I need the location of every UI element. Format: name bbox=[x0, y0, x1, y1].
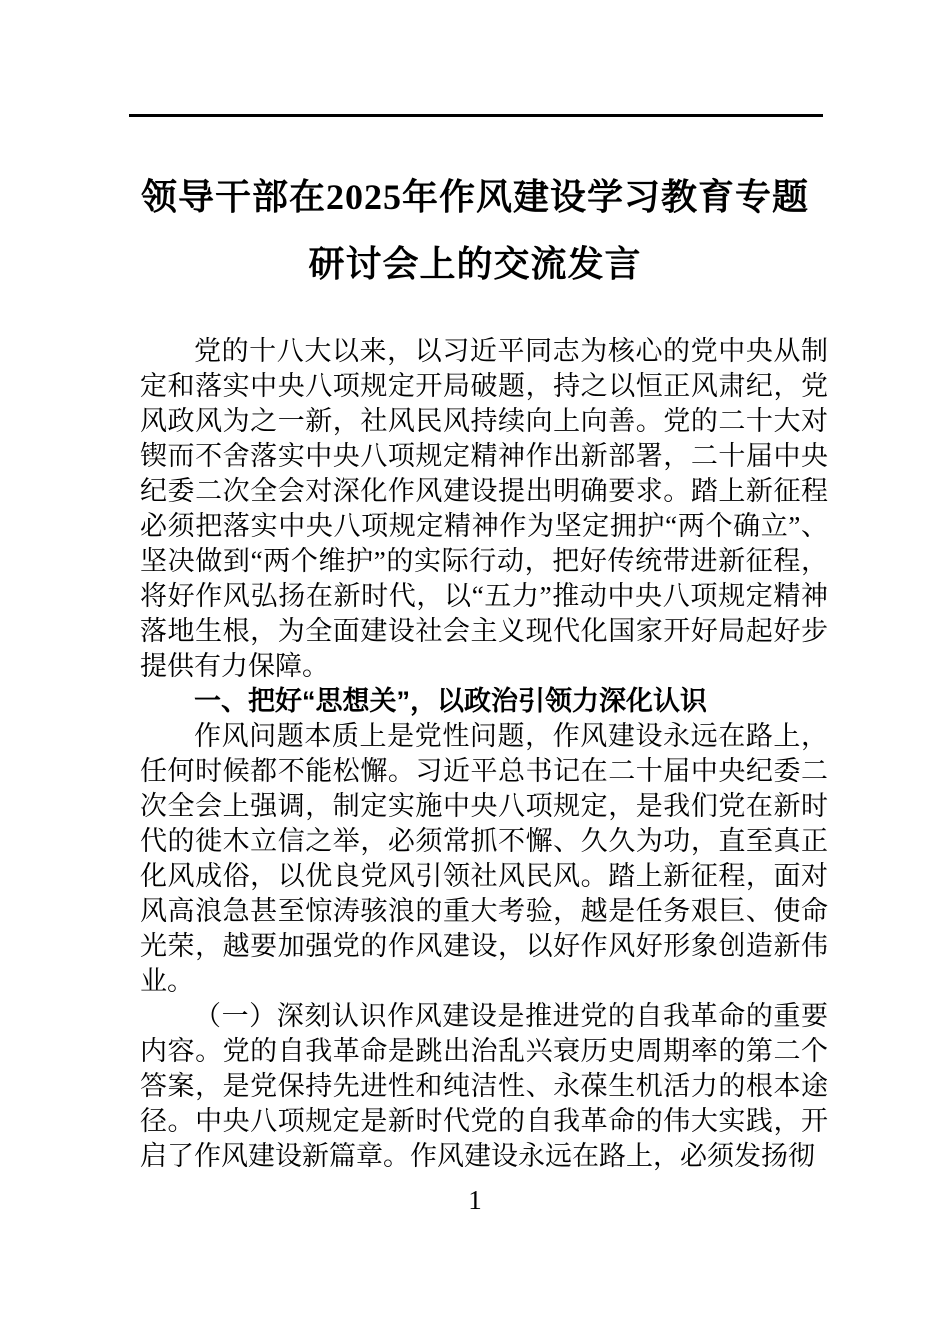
section-heading: 一、把好“思想关”，以政治引领力深化认识 bbox=[194, 686, 707, 716]
title-line-2: 研讨会上的交流发言 bbox=[308, 244, 642, 284]
document-title bbox=[75, 164, 875, 298]
page-number: 1 bbox=[468, 1185, 482, 1215]
paragraph-subsection: （一）深刻认识作风建设是推进党的自我革命的重要内容。党的自我革命是跳出治乱兴衰历史周期率的第二个答案，是党保持先进性和纯洁性、永葆生机活力的根本途径。中央八项规定是新时代党的自我革命的伟大实践，开启了作风建设新篇章。作风建设永远在路上，必须发扬彻 bbox=[140, 1001, 828, 1171]
header-rule bbox=[129, 114, 823, 117]
paragraph-body: 作风问题本质上是党性问题，作风建设永远在路上，任何时候都不能松懈。习近平总书记在二十届中央纪委二次全会上强调，制定实施中央八项规定，是我们党在新时代的徙木立信之举，必须常抓不懈、久久为功，直至真正化风成俗，以优良党风引领社风民风。踏上新征程，面对风高浪急甚至惊涛骇浪的重大考验，越是任务艰巨、使命光荣，越要加强党的作风建设，以好作风好形象创造新伟业。 bbox=[140, 721, 828, 996]
paragraph-intro: 党的十八大以来，以习近平同志为核心的党中央从制定和落实中央八项规定开局破题，持之以恒正风肃纪，党风政风为之一新，社风民风持续向上向善。党的二十大对锲而不舍落实中央八项规定精神作出新部署，二十届中央纪委二次全会对深化作风建设提出明确要求。踏上新征程必须把落实中央八项规定精神作为坚定拥护“两个确立”、坚决做到“两个维护”的实际行动，把好传统带进新征程，将好作风弘扬在新时代，以“五力”推动中央八项规定精神落地生根，为全面建设社会主义现代化国家开好局起好步提供有力保障。 bbox=[140, 336, 828, 681]
document-body bbox=[140, 334, 828, 1174]
title-line-1: 领导干部在2025年作风建设学习教育专题 bbox=[140, 177, 809, 217]
